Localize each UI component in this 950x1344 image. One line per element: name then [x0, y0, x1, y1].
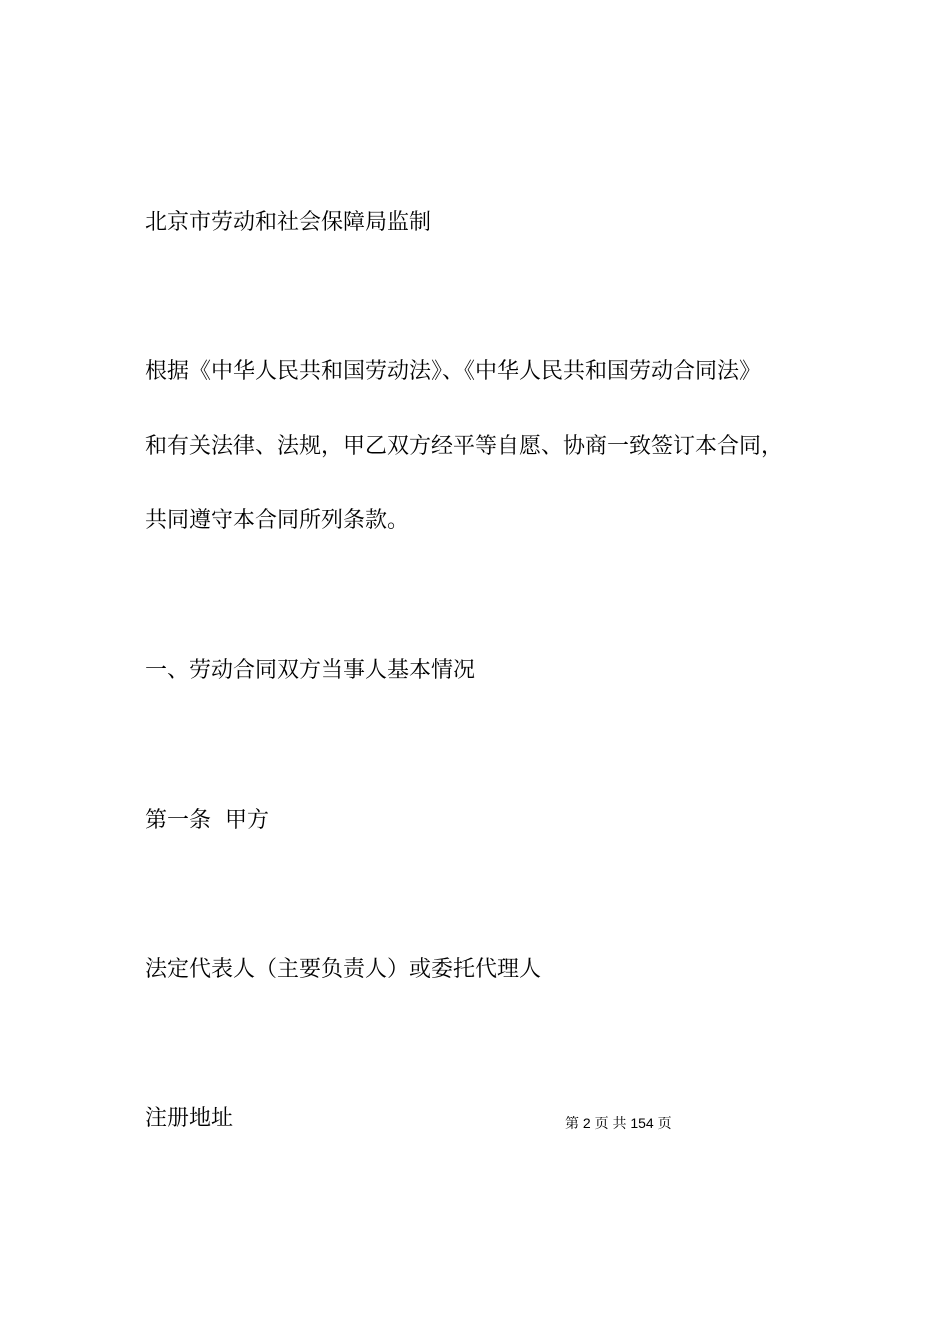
supervisor-line: 北京市劳动和社会保障局监制	[145, 210, 432, 235]
registered-address-field: 注册地址	[145, 1106, 234, 1131]
preamble-line-3: 共同遵守本合同所列条款。	[145, 508, 410, 533]
legal-representative-field: 法定代表人（主要负责人）或委托代理人	[145, 957, 542, 982]
preamble-line-2: 和有关法律、法规，甲乙双方经平等自愿、协商一致签订本合同，	[145, 434, 784, 459]
article-heading: 第一条 甲方	[145, 808, 269, 833]
page-number-footer: 第 2 页 共 154 页	[565, 1115, 672, 1131]
preamble-line-1: 根据《中华人民共和国劳动法》、《中华人民共和国劳动合同法》	[145, 359, 762, 384]
section-heading: 一、劳动合同双方当事人基本情况	[145, 658, 476, 683]
